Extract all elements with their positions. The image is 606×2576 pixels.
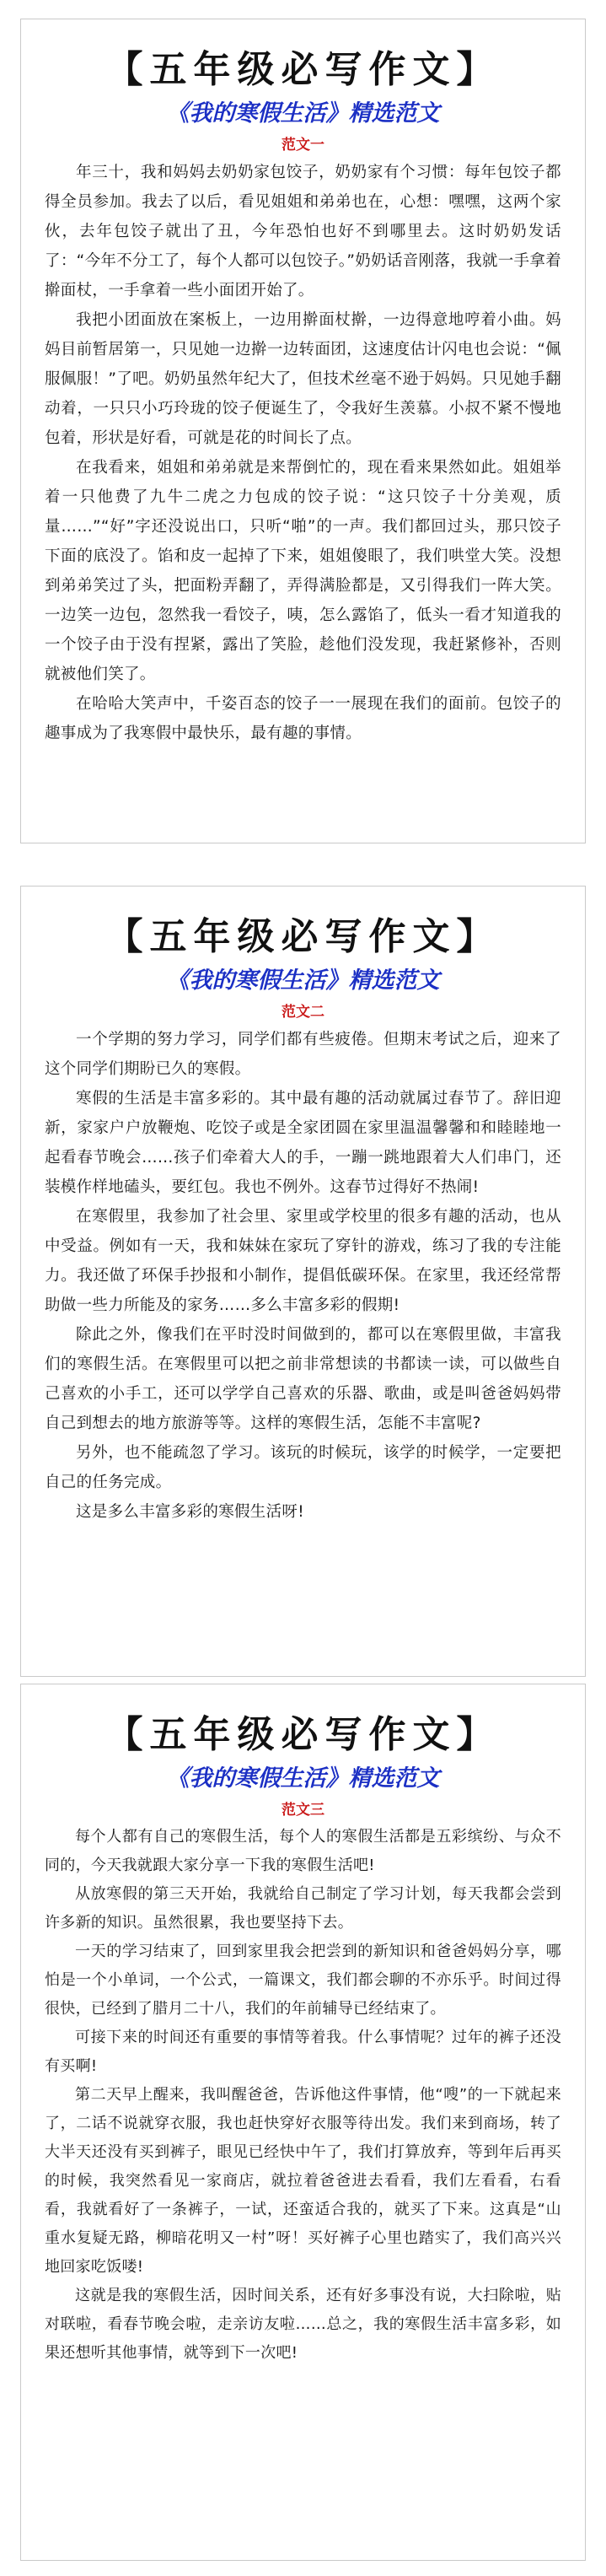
paragraph: 可接下来的时间还有重要的事情等着我。什么事情呢？过年的裤子还没有买啊! bbox=[45, 2029, 561, 2075]
paragraph: 寒假的生活是丰富多彩的。其中最有趣的活动就属过春节了。辞旧迎新，家家户户放鞭炮、吃饺子或是全家团圆在家里温温馨馨和和睦睦地一起看春节晚会……孩子们牵着大人的手，一蹦一跳地跟着大人们串门，还装模作样地磕头，要红包。我也不例外。这春节过得好不热闹! bbox=[45, 1090, 561, 1196]
paragraph: 在我看来，姐姐和弟弟就是来帮倒忙的，现在看来果然如此。姐姐举着一只他费了九牛二虎之力包成的饺子说：“这只饺子十分美观，质量……”“好”字还没说出口，只听“啪”的一声。我们都回过头，那只饺子下面的底没了。馅和皮一起掉了下来，姐姐傻眼了，我们哄堂大笑。没想到弟弟笑过了头，把面粉弄翻了，弄得满脸都是，又引得我们一阵大笑。一边笑一边包，忽然我一看饺子，咦，怎么露馅了，低头一看才知道我的一个饺子由于没有捏紧，露出了笑脸，趁他们没发现，我赶紧修补，否则就被他们笑了。 bbox=[45, 459, 561, 683]
paragraph: 我把小团面放在案板上，一边用擀面杖擀，一边得意地哼着小曲。妈妈目前暂居第一，只见她一边擀一边转面团，这速度估计闪电也会说：“佩服佩服！”了吧。奶奶虽然年纪大了，但技术丝毫不逊于妈妈。只见她手翻动着，一只只小巧玲珑的饺子便诞生了，令我好生羡慕。小叔不紧不慢地包着，形状是好看，可就是花的时间长了点。 bbox=[45, 311, 561, 447]
essay-subtitle: 《我的寒假生活》精选范文 bbox=[166, 967, 440, 994]
paragraph: 另外，也不能疏忽了学习。该玩的时候玩，该学的时候学，一定要把自己的任务完成。 bbox=[45, 1444, 561, 1491]
section-header: 【五年级必写作文】 bbox=[105, 1713, 501, 1756]
essay-label: 范文二 bbox=[282, 1004, 324, 1021]
paragraph: 这是多么丰富多彩的寒假生活呀! bbox=[76, 1503, 304, 1521]
essay-body bbox=[21, 1821, 585, 2368]
essay-subtitle: 《我的寒假生活》精选范文 bbox=[166, 100, 440, 127]
paragraph: 在哈哈大笑声中，千姿百态的饺子一一展现在我们的面前。包饺子的趣事成为了我寒假中最快乐，最有趣的事情。 bbox=[45, 695, 561, 742]
essay-subtitle: 《我的寒假生活》精选范文 bbox=[166, 1765, 440, 1792]
paragraph: 这就是我的寒假生活，因时间关系，还有好多事没有说，大扫除啦，贴对联啦，看春节晚会啦，走亲访友啦……总之，我的寒假生活丰富多彩，如果还想听其他事情，就等到下一次吧! bbox=[45, 2287, 561, 2362]
essay-card-2 bbox=[20, 886, 586, 1677]
paragraph: 每个人都有自己的寒假生活，每个人的寒假生活都是五彩缤纷、与众不同的，今天我就跟大家分享一下我的寒假生活吧! bbox=[45, 1828, 561, 1874]
paragraph: 第二天早上醒来，我叫醒爸爸，告诉他这件事情，他“嗖”的一下就起来了，二话不说就穿衣服，我也赶快穿好衣服等待出发。我们来到商场，转了大半天还没有买到裤子，眼见已经快中午了，我们打算放弃，等到年后再买的时候，我突然看见一家商店，就拉着爸爸进去看看，我们左看看，右看看，我就看好了一条裤子，一试，还蛮适合我的，就买了下来。这真是“山重水复疑无路，柳暗花明又一村”呀！买好裤子心里也踏实了，我们高兴兴地回家吃饭喽! bbox=[45, 2086, 561, 2276]
essay-label: 范文三 bbox=[282, 1802, 324, 1819]
paragraph: 从放寒假的第三天开始，我就给自己制定了学习计划，每天我都会尝到许多新的知识。虽然很累，我也要坚持下去。 bbox=[45, 1885, 561, 1932]
paragraph: 一个学期的努力学习，同学们都有些疲倦。但期末考试之后，迎来了这个同学们期盼已久的寒假。 bbox=[45, 1031, 561, 1078]
section-header: 【五年级必写作文】 bbox=[105, 915, 501, 958]
paragraph: 年三十，我和妈妈去奶奶家包饺子，奶奶家有个习惯：每年包饺子都得全员参加。我去了以后，看见姐姐和弟弟也在，心想：嘿嘿，这两个家伙，去年包饺子就出了丑，今年恐怕也好不到哪里去。这时奶奶发话了：“今年不分工了，每个人都可以包饺子。”奶奶话音刚落，我就一手拿着擀面杖，一手拿着一些小面团开始了。 bbox=[45, 164, 561, 299]
essay-body bbox=[21, 156, 585, 748]
section-header: 【五年级必写作文】 bbox=[105, 48, 501, 91]
paragraph: 在寒假里，我参加了社会里、家里或学校里的很多有趣的活动，也从中受益。例如有一天，我和妹妹在家玩了穿针的游戏，练习了我的专注能力。我还做了环保手抄报和小制作，提倡低碳环保。在家里，我还经常帮助做一些力所能及的家务……多么丰富多彩的假期! bbox=[45, 1208, 561, 1314]
essay-body bbox=[21, 1023, 585, 1527]
essay-card-1 bbox=[20, 19, 586, 843]
essay-label: 范文一 bbox=[282, 137, 324, 154]
paragraph: 除此之外，像我们在平时没时间做到的，都可以在寒假里做，丰富我们的寒假生活。在寒假里可以把之前非常想读的书都读一读，可以做些自己喜欢的小手工，还可以学学自己喜欢的乐器、歌曲，或是叫爸爸妈妈带自己到想去的地方旅游等等。这样的寒假生活，怎能不丰富呢? bbox=[45, 1326, 561, 1432]
paragraph: 一天的学习结束了，回到家里我会把尝到的新知识和爸爸妈妈分享，哪怕是一个小单词，一个公式，一篇课文，我们都会聊的不亦乐乎。时间过得很快，已经到了腊月二十八，我们的年前辅导已经结束了。 bbox=[45, 1943, 561, 2018]
essay-card-3 bbox=[20, 1684, 586, 2561]
